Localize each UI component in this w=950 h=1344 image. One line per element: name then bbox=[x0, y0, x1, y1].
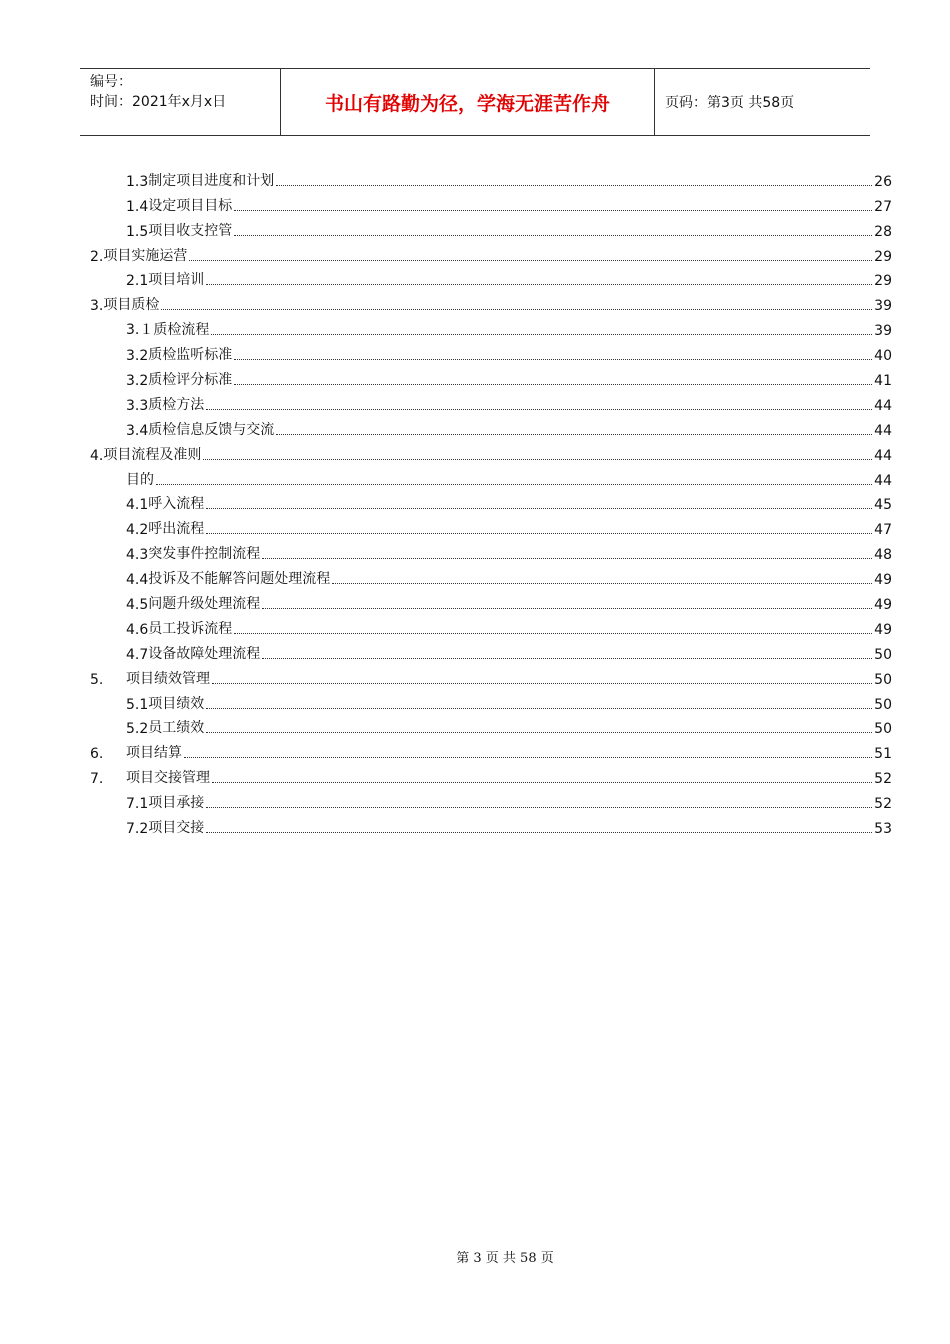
toc-entry-page: 50 bbox=[874, 721, 892, 738]
toc-entry-title: 质检方法 bbox=[148, 396, 205, 413]
toc-entry-title: 项目绩效 bbox=[148, 695, 205, 712]
time-label: 时间：2021年x月x日 bbox=[90, 94, 227, 110]
toc-entry-title: 目的 bbox=[126, 471, 154, 488]
toc-entry-page: 28 bbox=[874, 223, 892, 240]
toc-entry[interactable] bbox=[90, 591, 892, 616]
toc-entry[interactable] bbox=[90, 765, 892, 790]
toc-entry-title: 设备故障处理流程 bbox=[148, 645, 261, 662]
toc-entry-title: 员工绩效 bbox=[148, 720, 205, 737]
toc-entry-number: 1.5 bbox=[126, 223, 149, 240]
toc-entry[interactable] bbox=[90, 566, 892, 591]
toc-entry[interactable] bbox=[90, 268, 892, 293]
toc-entry-page: 41 bbox=[874, 373, 892, 390]
toc-entry-title: 员工投诉流程 bbox=[148, 620, 233, 637]
toc-entry-number: 6. bbox=[90, 746, 104, 763]
toc-dot-leader bbox=[161, 309, 872, 310]
toc-entry[interactable] bbox=[90, 666, 892, 691]
toc-dot-leader bbox=[206, 409, 872, 410]
toc-entry-number: 2. bbox=[90, 248, 104, 265]
toc-entry[interactable] bbox=[90, 815, 892, 840]
toc-dot-leader bbox=[156, 484, 872, 485]
toc-dot-leader bbox=[203, 459, 872, 460]
toc-dot-leader bbox=[212, 782, 872, 783]
toc-entry-page: 27 bbox=[874, 198, 892, 215]
toc-dot-leader bbox=[212, 683, 872, 684]
toc-entry[interactable] bbox=[90, 716, 892, 741]
toc-entry-page: 49 bbox=[874, 572, 892, 589]
toc-entry-title: 质检流程 bbox=[153, 322, 210, 339]
toc-entry-page: 29 bbox=[874, 273, 892, 290]
toc-entry[interactable] bbox=[90, 392, 892, 417]
header-motto: 书山有路勤为径，学海无涯苦作舟 bbox=[281, 69, 655, 135]
toc-entry-title: 项目结算 bbox=[126, 745, 182, 762]
toc-entry-title: 质检信息反馈与交流 bbox=[148, 421, 275, 438]
page-header bbox=[80, 68, 870, 136]
toc-entry-number: 2.1 bbox=[126, 273, 149, 290]
toc-entry-number: 3.１ bbox=[126, 322, 154, 339]
toc-entry-title: 项目质检 bbox=[103, 297, 160, 314]
toc-entry-number: 5. bbox=[90, 671, 104, 688]
toc-entry-title: 呼入流程 bbox=[148, 496, 205, 513]
toc-entry-number: 4.3 bbox=[126, 547, 149, 564]
toc-dot-leader bbox=[234, 384, 872, 385]
toc-entry-page: 39 bbox=[874, 323, 892, 340]
toc-entry-page: 44 bbox=[874, 472, 892, 489]
header-left-cell bbox=[80, 69, 281, 135]
toc-entry-number: 4.2 bbox=[126, 522, 149, 539]
toc-dot-leader bbox=[234, 210, 872, 211]
toc-entry[interactable] bbox=[90, 790, 892, 815]
toc-entry[interactable] bbox=[90, 641, 892, 666]
toc-entry[interactable] bbox=[90, 691, 892, 716]
toc-entry[interactable] bbox=[90, 492, 892, 517]
toc-dot-leader bbox=[206, 508, 872, 509]
toc-dot-leader bbox=[206, 807, 872, 808]
toc-dot-leader bbox=[332, 583, 872, 584]
toc-dot-leader bbox=[206, 708, 872, 709]
toc-entry[interactable] bbox=[90, 516, 892, 541]
toc-entry-title: 项目收支控管 bbox=[148, 222, 233, 239]
toc-entry-title: 呼出流程 bbox=[148, 521, 205, 538]
toc-entry-page: 49 bbox=[874, 621, 892, 638]
toc-entry[interactable] bbox=[90, 740, 892, 765]
toc-entry-page: 44 bbox=[874, 397, 892, 414]
toc-entry[interactable] bbox=[90, 317, 892, 342]
toc-entry-title: 质检评分标准 bbox=[148, 372, 233, 389]
toc-dot-leader bbox=[262, 658, 872, 659]
toc-entry-number: 7.2 bbox=[126, 821, 149, 838]
toc-entry[interactable] bbox=[90, 342, 892, 367]
toc-dot-leader bbox=[262, 608, 872, 609]
toc-entry-page: 44 bbox=[874, 447, 892, 464]
toc-entry-page: 50 bbox=[874, 696, 892, 713]
toc-entry-number: 3.2 bbox=[126, 373, 149, 390]
toc-dot-leader bbox=[234, 359, 872, 360]
toc-entry-number: 5.1 bbox=[126, 696, 149, 713]
toc-dot-leader bbox=[276, 434, 872, 435]
toc-entry-number: 3.2 bbox=[126, 348, 149, 365]
toc-entry-title: 项目流程及准则 bbox=[103, 446, 202, 463]
toc-entry-title: 投诉及不能解答问题处理流程 bbox=[148, 571, 331, 588]
toc-entry-page: 39 bbox=[874, 298, 892, 315]
toc-entry-title: 制定项目进度和计划 bbox=[148, 172, 275, 189]
toc-entry-number: 7.1 bbox=[126, 796, 149, 813]
toc-dot-leader bbox=[206, 832, 872, 833]
toc-entry-number: 3.3 bbox=[126, 397, 149, 414]
toc-entry-number: 1.3 bbox=[126, 173, 149, 190]
toc-entry-title: 质检监听标准 bbox=[148, 347, 233, 364]
toc-entry-number: 4.4 bbox=[126, 572, 149, 589]
toc-entry-page: 48 bbox=[874, 547, 892, 564]
toc-entry[interactable] bbox=[90, 616, 892, 641]
toc-entry[interactable] bbox=[90, 467, 892, 492]
toc-dot-leader bbox=[211, 334, 872, 335]
toc-entry-number: 4.7 bbox=[126, 646, 149, 663]
toc-entry-number: 4.6 bbox=[126, 621, 149, 638]
toc-entry[interactable] bbox=[90, 367, 892, 392]
page-footer: 第 3 页 共 58 页 bbox=[456, 1251, 554, 1266]
toc-dot-leader bbox=[189, 260, 872, 261]
toc-dot-leader bbox=[206, 284, 872, 285]
toc-entry[interactable] bbox=[90, 442, 892, 467]
toc-entry-page: 52 bbox=[874, 771, 892, 788]
toc-entry-title: 项目实施运营 bbox=[103, 247, 188, 264]
toc-dot-leader bbox=[234, 235, 872, 236]
toc-entry[interactable] bbox=[90, 218, 892, 243]
toc-entry-title: 项目绩效管理 bbox=[126, 670, 210, 687]
toc-entry[interactable] bbox=[90, 292, 892, 317]
toc-entry-number: 4.1 bbox=[126, 497, 149, 514]
toc-entry-page: 29 bbox=[874, 248, 892, 265]
toc-entry-title: 项目交接 bbox=[148, 820, 205, 837]
table-of-contents bbox=[90, 168, 892, 840]
toc-entry-number: 3.4 bbox=[126, 422, 149, 439]
toc-entry-page: 49 bbox=[874, 597, 892, 614]
toc-entry-page: 47 bbox=[874, 522, 892, 539]
toc-dot-leader bbox=[184, 757, 872, 758]
toc-entry[interactable] bbox=[90, 168, 892, 193]
header-page-info: 页码：第3页 共58页 bbox=[665, 95, 795, 111]
toc-entry-page: 26 bbox=[874, 173, 892, 190]
toc-entry-page: 51 bbox=[874, 746, 892, 763]
toc-entry-number: 4. bbox=[90, 447, 104, 464]
toc-entry-number: 4.5 bbox=[126, 597, 149, 614]
toc-entry-number: 5.2 bbox=[126, 721, 149, 738]
toc-entry[interactable] bbox=[90, 193, 892, 218]
toc-dot-leader bbox=[234, 633, 872, 634]
toc-entry[interactable] bbox=[90, 417, 892, 442]
toc-entry[interactable] bbox=[90, 243, 892, 268]
toc-entry-number: 7. bbox=[90, 771, 104, 788]
toc-dot-leader bbox=[276, 185, 872, 186]
toc-entry-title: 项目交接管理 bbox=[126, 770, 210, 787]
toc-entry-title: 项目承接 bbox=[148, 795, 205, 812]
toc-entry-page: 50 bbox=[874, 646, 892, 663]
toc-entry-page: 53 bbox=[874, 821, 892, 838]
toc-entry-page: 50 bbox=[874, 671, 892, 688]
toc-entry-title: 问题升级处理流程 bbox=[148, 596, 261, 613]
toc-entry-number: 1.4 bbox=[126, 198, 149, 215]
toc-entry-page: 44 bbox=[874, 422, 892, 439]
toc-entry-page: 45 bbox=[874, 497, 892, 514]
number-label: 编号： bbox=[90, 74, 132, 90]
toc-entry-title: 项目培训 bbox=[148, 272, 205, 289]
toc-entry-title: 突发事件控制流程 bbox=[148, 546, 261, 563]
toc-entry[interactable] bbox=[90, 541, 892, 566]
toc-dot-leader bbox=[206, 732, 872, 733]
toc-dot-leader bbox=[206, 533, 872, 534]
toc-entry-page: 52 bbox=[874, 796, 892, 813]
toc-entry-page: 40 bbox=[874, 348, 892, 365]
toc-entry-number: 3. bbox=[90, 298, 104, 315]
toc-entry-title: 设定项目目标 bbox=[148, 197, 233, 214]
toc-dot-leader bbox=[262, 558, 872, 559]
